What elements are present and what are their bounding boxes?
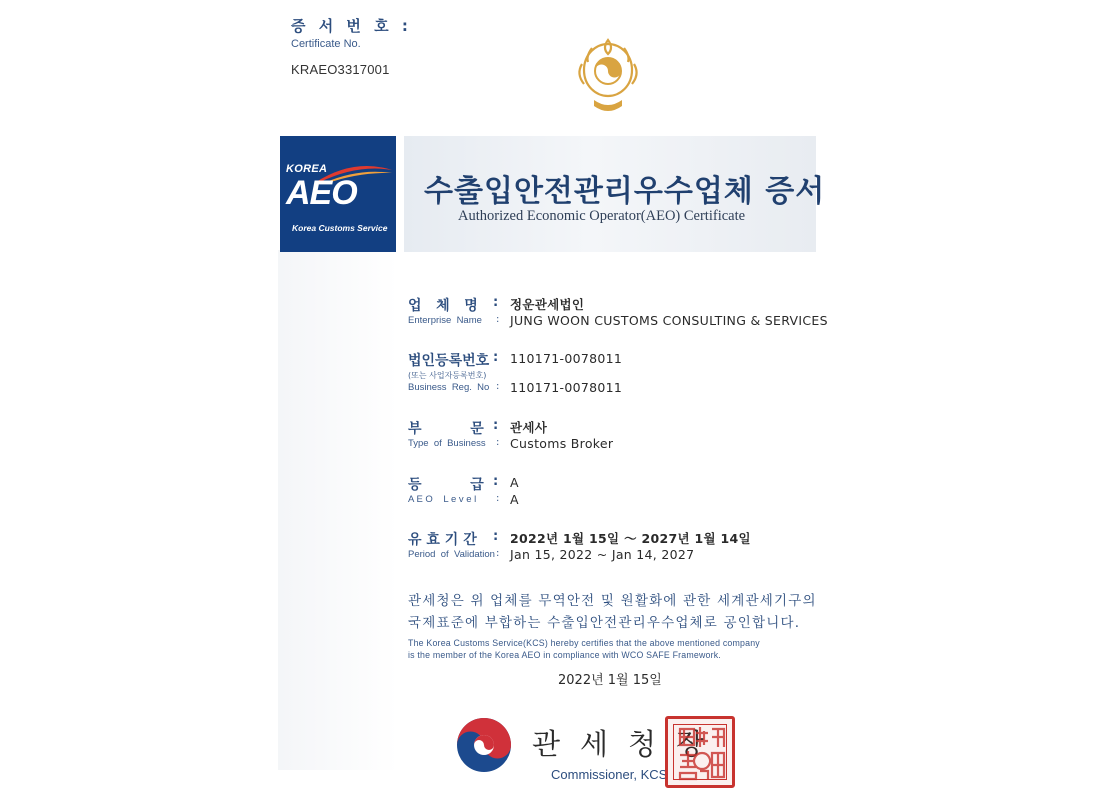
national-emblem-icon [572, 38, 644, 118]
commissioner-title: Commissioner, KCS [551, 767, 668, 782]
title-banner [404, 136, 826, 252]
colon: : [493, 418, 499, 433]
statement-en [408, 637, 828, 661]
statement-ko-line: 관세청은 위 업체를 무역안전 및 원활화에 관한 세계관세기구의 [408, 593, 817, 609]
colon: : [493, 474, 499, 489]
validity-value-ko: 2022년 1월 15일 ～ 2027년 1월 14일 [510, 531, 751, 546]
kcs-taegeuk-logo-icon [455, 716, 513, 774]
statement-ko [408, 590, 828, 634]
seal-glyphs [674, 723, 726, 781]
aeo-korea-text: KOREA [286, 163, 328, 175]
colon: : [496, 548, 500, 559]
registration-value-2: 110171-0078011 [510, 380, 623, 395]
aeo-level-label-en: A E O L e v e l [408, 494, 477, 505]
colon: : [493, 350, 499, 365]
enterprise-value-ko: 정운관세법인 [510, 297, 585, 312]
registration-label-ko: 법인등록번호 [408, 353, 490, 369]
aeo-level-label-ko: 등 급 [408, 477, 484, 493]
colon: : [496, 314, 500, 325]
enterprise-label-en: Enterprise Name [408, 315, 482, 326]
certificate-title-en: Authorized Economic Operator(AEO) Certificate [458, 208, 746, 224]
enterprise-label-ko: 업 체 명 [408, 298, 478, 314]
issue-date: 2022년 1월 15일 [558, 673, 662, 688]
colon: : [496, 493, 500, 504]
statement-ko-line: 국제표준에 부합하는 수출입안전관리우수업체로 공인합니다. [408, 615, 801, 631]
colon: : [493, 295, 499, 310]
colon: : [493, 529, 499, 544]
business-type-label-en: Type of Business [408, 438, 486, 449]
validity-label-en: Period of Validation [408, 549, 495, 560]
colon: : [496, 381, 500, 392]
validity-value-en: Jan 15, 2022 ~ Jan 14, 2027 [510, 547, 695, 562]
aeo-main-text: AEO [286, 174, 357, 212]
registration-value-1: 110171-0078011 [510, 351, 623, 366]
aeo-service-text: Korea Customs Service [292, 223, 388, 233]
aeo-level-value-en: A [510, 492, 519, 507]
registration-note: (또는 사업자등록번호) [408, 371, 487, 380]
business-type-value-ko: 관세사 [510, 420, 548, 435]
background-texture [278, 250, 398, 770]
enterprise-value-en: JUNG WOON CUSTOMS CONSULTING & SERVICES [510, 313, 828, 328]
business-type-label-ko: 부 문 [408, 421, 484, 437]
certificate-number-value: KRAEO3317001 [291, 62, 390, 77]
official-seal-stamp [665, 716, 735, 788]
aeo-level-value-ko: A [510, 475, 519, 490]
korea-aeo-logo [280, 136, 396, 252]
registration-label-en: Business Reg. No [408, 382, 490, 393]
business-type-value-en: Customs Broker [510, 436, 614, 451]
statement-en-line: The Korea Customs Service(KCS) hereby certifies that the above mentioned company [408, 638, 760, 648]
seal-pattern-icon [674, 723, 730, 783]
certificate-title-ko: 수출입안전관리우수업체 증서 [424, 174, 826, 209]
agency-name: 관세청장 [532, 727, 725, 761]
validity-label-ko: 유 효 기 간 [408, 532, 477, 548]
certificate-number-label-ko: 증 서 번 호 : [291, 17, 412, 35]
certificate-number-label-en: Certificate No. [291, 38, 361, 50]
certificate-number-block [291, 15, 412, 77]
statement-en-line: is the member of the Korea AEO in compliance with WCO SAFE Framework. [408, 650, 721, 660]
colon: : [496, 437, 500, 448]
